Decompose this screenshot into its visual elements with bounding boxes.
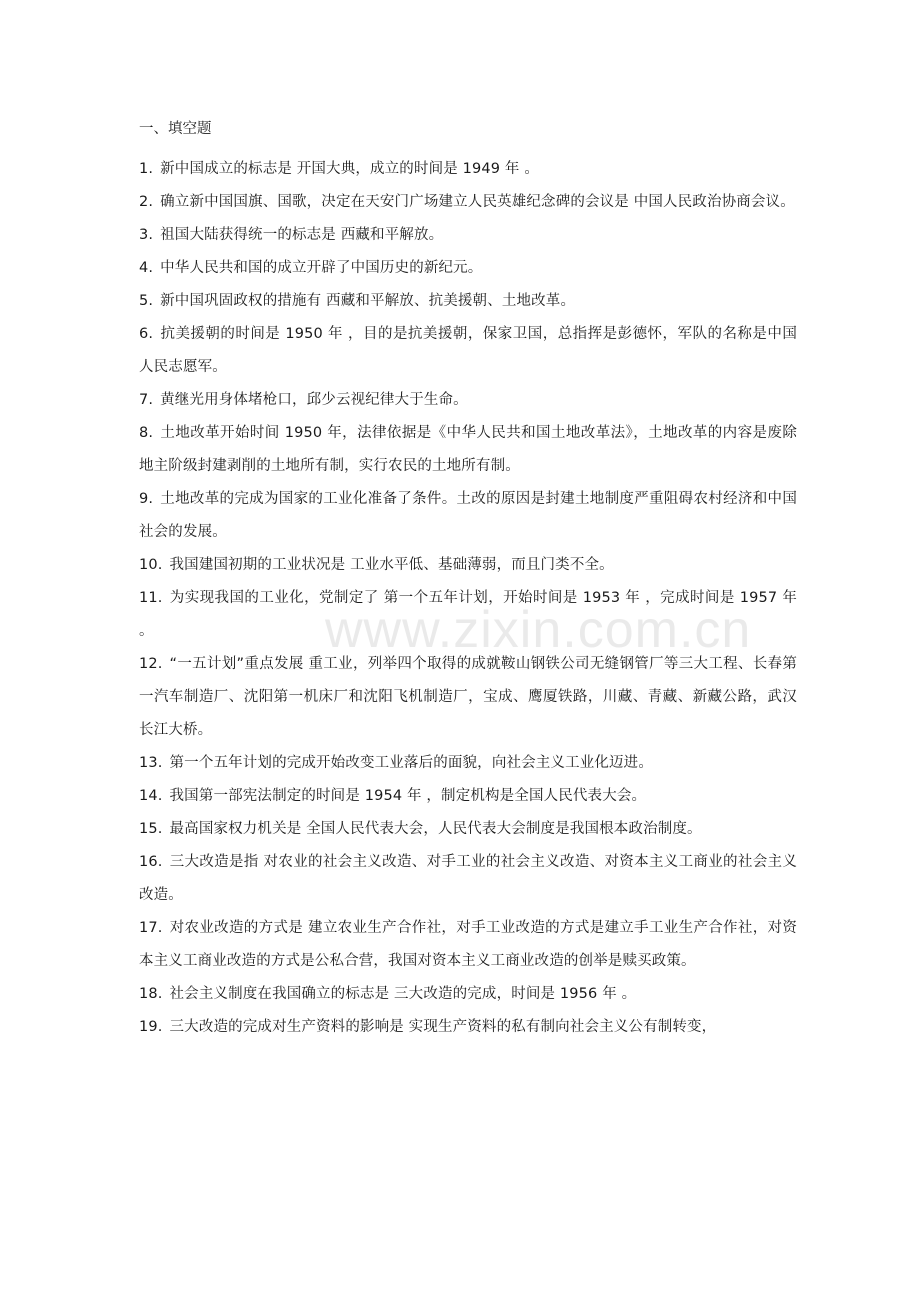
item-text: 社会主义制度在我国确立的标志是 三大改造的完成，时间是 1956 年 。 xyxy=(169,986,637,1002)
item-number: 15. xyxy=(139,821,163,837)
item-number: 5. xyxy=(139,293,154,309)
list-item xyxy=(139,747,797,780)
item-text: 新中国巩固政权的措施有 西藏和平解放、抗美援朝、土地改革。 xyxy=(160,293,576,309)
item-text: 中华人民共和国的成立开辟了中国历史的新纪元。 xyxy=(160,260,483,276)
item-text: 黄继光用身体堵枪口，邱少云视纪律大于生命。 xyxy=(160,392,468,408)
item-text: 为实现我国的工业化，党制定了 第一个五年计划，开始时间是 1953 年 ，完成时间是 1957 年 。 xyxy=(139,590,797,639)
list-item xyxy=(139,978,797,1011)
section-title: 一、填空题 xyxy=(139,121,212,137)
item-number: 17. xyxy=(139,920,163,936)
list-item xyxy=(139,780,797,813)
list-item xyxy=(139,912,797,978)
item-number: 8. xyxy=(139,425,154,441)
document-body xyxy=(139,118,797,1044)
item-text: 三大改造的完成对生产资料的影响是 实现生产资料的私有制向社会主义公有制转变， xyxy=(169,1019,717,1035)
item-text: 抗美援朝的时间是 1950 年 ，目的是抗美援朝，保家卫国，总指挥是彭德怀，军队的名称是中国人民志愿军。 xyxy=(139,326,797,375)
item-number: 6. xyxy=(139,326,154,342)
item-text: 土地改革的完成为国家的工业化准备了条件。土改的原因是封建土地制度严重阻碍农村经济和中国社会的发展。 xyxy=(139,491,797,540)
list-item xyxy=(139,582,797,648)
item-number: 19. xyxy=(139,1019,163,1035)
list-item xyxy=(139,483,797,549)
item-text: 新中国成立的标志是 开国大典，成立的时间是 1949 年 。 xyxy=(160,161,539,177)
item-number: 11. xyxy=(139,590,163,606)
item-number: 10. xyxy=(139,557,163,573)
item-text: “一五计划”重点发展 重工业，列举四个取得的成就鞍山钢铁公司无缝钢管厂等三大工程、长春第一汽车制造厂、沈阳第一机床厂和沈阳飞机制造厂，宝成、鹰厦铁路，川藏、青藏、新藏公路，武汉长江大桥。 xyxy=(139,656,797,738)
list-item xyxy=(139,252,797,285)
item-number: 3. xyxy=(139,227,154,243)
item-text: 我国第一部宪法制定的时间是 1954 年 ，制定机构是全国人民代表大会。 xyxy=(169,788,647,804)
item-text: 确立新中国国旗、国歌，决定在天安门广场建立人民英雄纪念碑的会议是 中国人民政治协商会议。 xyxy=(160,194,795,210)
item-number: 12. xyxy=(139,656,163,672)
item-text: 最高国家权力机关是 全国人民代表大会，人民代表大会制度是我国根本政治制度。 xyxy=(169,821,702,837)
list-item xyxy=(139,153,797,186)
item-text: 祖国大陆获得统一的标志是 西藏和平解放。 xyxy=(160,227,444,243)
item-number: 7. xyxy=(139,392,154,408)
list-item xyxy=(139,1011,797,1044)
item-text: 土地改革开始时间 1950 年，法律依据是《中华人民共和国土地改革法》，土地改革的内容是废除地主阶级封建剥削的土地所有制，实行农民的土地所有制。 xyxy=(139,425,797,474)
item-number: 13. xyxy=(139,755,163,771)
item-text: 第一个五年计划的完成开始改变工业落后的面貌，向社会主义工业化迈进。 xyxy=(169,755,653,771)
list-item xyxy=(139,846,797,912)
item-number: 2. xyxy=(139,194,154,210)
list-item xyxy=(139,219,797,252)
list-item xyxy=(139,384,797,417)
list-item xyxy=(139,318,797,384)
list-item xyxy=(139,417,797,483)
list-item xyxy=(139,813,797,846)
list-item xyxy=(139,648,797,747)
list-item xyxy=(139,285,797,318)
question-list xyxy=(139,153,797,1044)
item-number: 1. xyxy=(139,161,154,177)
item-text: 三大改造是指 对农业的社会主义改造、对手工业的社会主义改造、对资本主义工商业的社会主义改造。 xyxy=(139,854,797,903)
list-item xyxy=(139,186,797,219)
item-text: 对农业改造的方式是 建立农业生产合作社，对手工业改造的方式是建立手工业生产合作社，对资本主义工商业改造的方式是公私合营，我国对资本主义工商业改造的创举是赎买政策。 xyxy=(139,920,797,969)
item-text: 我国建国初期的工业状况是 工业水平低、基础薄弱，而且门类不全。 xyxy=(169,557,614,573)
item-number: 4. xyxy=(139,260,154,276)
item-number: 18. xyxy=(139,986,163,1002)
item-number: 16. xyxy=(139,854,163,870)
list-item xyxy=(139,549,797,582)
item-number: 9. xyxy=(139,491,154,507)
watermark-text: www.zixin.com.cn xyxy=(325,601,752,659)
item-number: 14. xyxy=(139,788,163,804)
